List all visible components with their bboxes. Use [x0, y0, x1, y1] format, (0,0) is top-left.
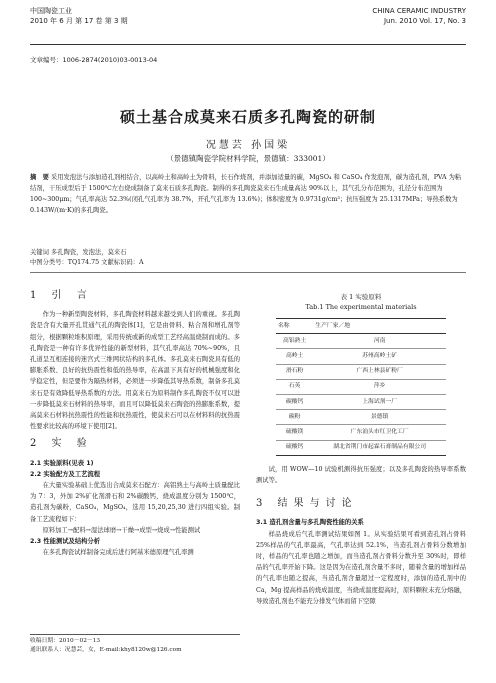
subsection-2-3: 2.3 性能测试及结构分析 — [30, 538, 101, 546]
section1-heading: 1 引 言 — [30, 290, 93, 301]
section2-2-paragraph: 在大量实验基础上优选出合成莫来石配方：高铝熟土与高岭土质量配比为 7：3，外加 2%矿化剂滑石和 2%碳酸钙，烧成温度分别为 1500℃，造孔剂为碳粉，CaSO₄，MgSO₄，选用 15,20,25,30 进行四组实验。制备工艺流程如下： — [30, 482, 240, 523]
table-cell: 滑石粉 — [276, 364, 313, 379]
contact-info: 通讯联系人：况慧芸，女，E-mail:khy8120w@126.com — [30, 647, 182, 653]
section2-3-paragraph: 在多孔陶瓷试样制备完成后进行阿基米德原理气孔率测 — [42, 549, 194, 557]
table-caption-en: Tab.1 The experimental materials — [305, 303, 417, 311]
abstract-label: 摘 要 — [30, 174, 49, 181]
header-right — [372, 6, 466, 26]
journal-name-en: CHINA CERAMIC INDUSTRY — [372, 7, 466, 15]
materials-table — [276, 318, 446, 456]
table-cell: 苏州高岭土矿 — [313, 349, 446, 364]
right-column — [256, 292, 466, 607]
subsection-2-1: 2.1 实验原料(见表 1) — [30, 459, 94, 467]
subsection-2-2: 2.2 实验配方及工艺流程 — [30, 470, 101, 478]
table-row — [276, 410, 446, 425]
table-header-source: 生产厂家／地 — [313, 319, 446, 334]
table-caption-cn: 表 1 实验原料 — [340, 293, 382, 301]
running-header — [30, 6, 466, 42]
table-cell: 碳粉 — [276, 410, 313, 425]
table-row — [276, 379, 446, 394]
left-column — [30, 284, 240, 558]
table-cell: 碳酸钙 — [276, 395, 313, 410]
paper-authors: 况慧芸 孙国梁 — [205, 140, 291, 151]
table-row — [276, 425, 446, 440]
abstract — [30, 172, 466, 216]
keywords: 关键词 多孔陶瓷，发泡法，莫来石 — [30, 249, 127, 256]
section3-1-paragraph: 样品烧成后气孔率测试结果如图 1。从实验结果可看到造孔剂占骨料 25%样品的气孔率最高，气孔率达到 52.1%，当造孔剂占骨料分数增加时，样品的气孔率也随之增加，而当造孔剂占骨料分数升至 30%时，即样品的气孔率开始下降。这是因为在造孔剂含量不多时，随着含量的增加样品的气孔率也随之提高，当造孔剂含量超过一定程度时，添加的造孔剂中的 Ca，Mg 提高样品的烧成温度，当烧成温度提高时，原料颗粒未充分熔融，导致造孔剂也不能充分排发气体而留下空隙 — [256, 530, 466, 605]
table-row — [276, 364, 446, 379]
paper-title: 硕土基合成莫来石质多孔陶瓷的研制 — [119, 108, 376, 126]
table-row — [276, 334, 446, 349]
section-divider — [30, 272, 466, 273]
table-cell: 石英 — [276, 379, 313, 394]
section1-paragraph: 作为一种新型陶瓷材料，多孔陶瓷材料越来越受到人们的重视。多孔陶瓷是含有大量开孔贯通气孔的陶瓷体[1]，它是由骨料、粘合剂和增孔剂等组分，根据颗粒堆积原理，采用传统或新的成型工艺经高温烧制而成的。多孔陶瓷是一种有许多优异性能的新型材料，其气孔率高达 70%~90%，且孔道呈互相连接的迷宫式三维网状结构的多孔体。多孔莫来石陶瓷具有低的膨胀系数、良好的抗热震性和低的热导率，在高温下具有好的机械强度和化学稳定性，但是要作为隔热材料，必须进一步降低其导热系数，制备多孔莫来石是有效降低导热系数的方法。用莫来石为原料制作多孔陶瓷不仅可以进一步降低莫来石材料的热导率，而且可以降低莫来石陶瓷的热膨胀系数，提高莫来石材料抗热震性的性能和抗热震性，使莫来石可以在材料料的抗热震性要求比较高的环境下使用[2]。 — [30, 311, 240, 431]
table-cell: 景德镇 — [313, 410, 446, 425]
table-cell: 湖北省荆门市起霖石膏制品有限公司 — [313, 440, 446, 455]
section3-heading: 3 结果与讨论 — [256, 498, 358, 510]
table-header-row — [276, 319, 446, 334]
table-row — [276, 395, 446, 410]
table-cell: 广西上林县矿粉厂 — [313, 364, 446, 379]
received-date: 收稿日期：2010－02－13 — [30, 638, 101, 644]
table-cell: 广东汕头市红卫化工厂 — [313, 425, 446, 440]
table-row — [276, 440, 446, 455]
table-row — [276, 349, 446, 364]
section2-heading: 2 实 验 — [30, 438, 93, 450]
classification: 中图分类号：TQ174.75 文献标识码：A — [30, 259, 144, 266]
issue-en: Jun. 2010 Vol. 17, No. 3 — [383, 17, 466, 25]
table-header-name: 名称 — [276, 319, 313, 334]
right-intro-paragraph: 试，用 WOW—10 试验机测得抗压强度；以及多孔陶瓷的热导率系数测试等。 — [256, 465, 466, 485]
article-number: 文章编号：1006-2874(2010)03-0013-04 — [30, 56, 158, 64]
table-cell: 硫酸钙 — [276, 440, 313, 455]
abstract-text: 采用发泡法与添加造孔剂相结合，以高岭土和高岭土为骨料，长石作烧剂，并添加适量的碳，MgSO₄ 和 CaSO₄ 作发泡剂，碳为造孔剂，PVA 为粘结剂，干压成型后于 1500℃左右烧成制备了莫来石质多孔陶瓷。制得的多孔陶瓷莫来石生成量高达 90%以上，其气孔分布范围为，孔径分布范围为 100~300μm；气孔率高达 52.3%(闭孔气孔率为 38.7%，开孔气孔率为 13.6%)；体积密度为 0.9731g/cm³；抗压强度为 25.1317MPa；导热系数为 0.143W/(m·K)的多孔陶瓷。 — [30, 174, 462, 214]
table-cell: 上海试剂一厂 — [313, 395, 446, 410]
journal-name-cn: 中国陶瓷工业 — [30, 7, 72, 15]
table-cell: 硫酸镁 — [276, 425, 313, 440]
process-flow: 原料加工→配料→湿法球磨→干燥→成型→烧成→性能测试 — [42, 526, 201, 534]
table-cell: 高铝熟土 — [276, 334, 313, 349]
header-rule — [30, 44, 466, 45]
issue-cn: 2010 年 6 月 第 17 卷 第 3 期 — [30, 17, 128, 25]
footnote — [30, 634, 240, 655]
table-cell: 河南 — [313, 334, 446, 349]
paper-affiliation: （景德镇陶瓷学院材料学院，景德镇：333001） — [166, 154, 330, 163]
table-cell: 萍乡 — [313, 379, 446, 394]
table-cell: 高岭土 — [276, 349, 313, 364]
subsection-3-1: 3.1 造孔剂含量与多孔陶瓷性能的关系 — [256, 519, 364, 527]
header-left — [30, 6, 128, 26]
